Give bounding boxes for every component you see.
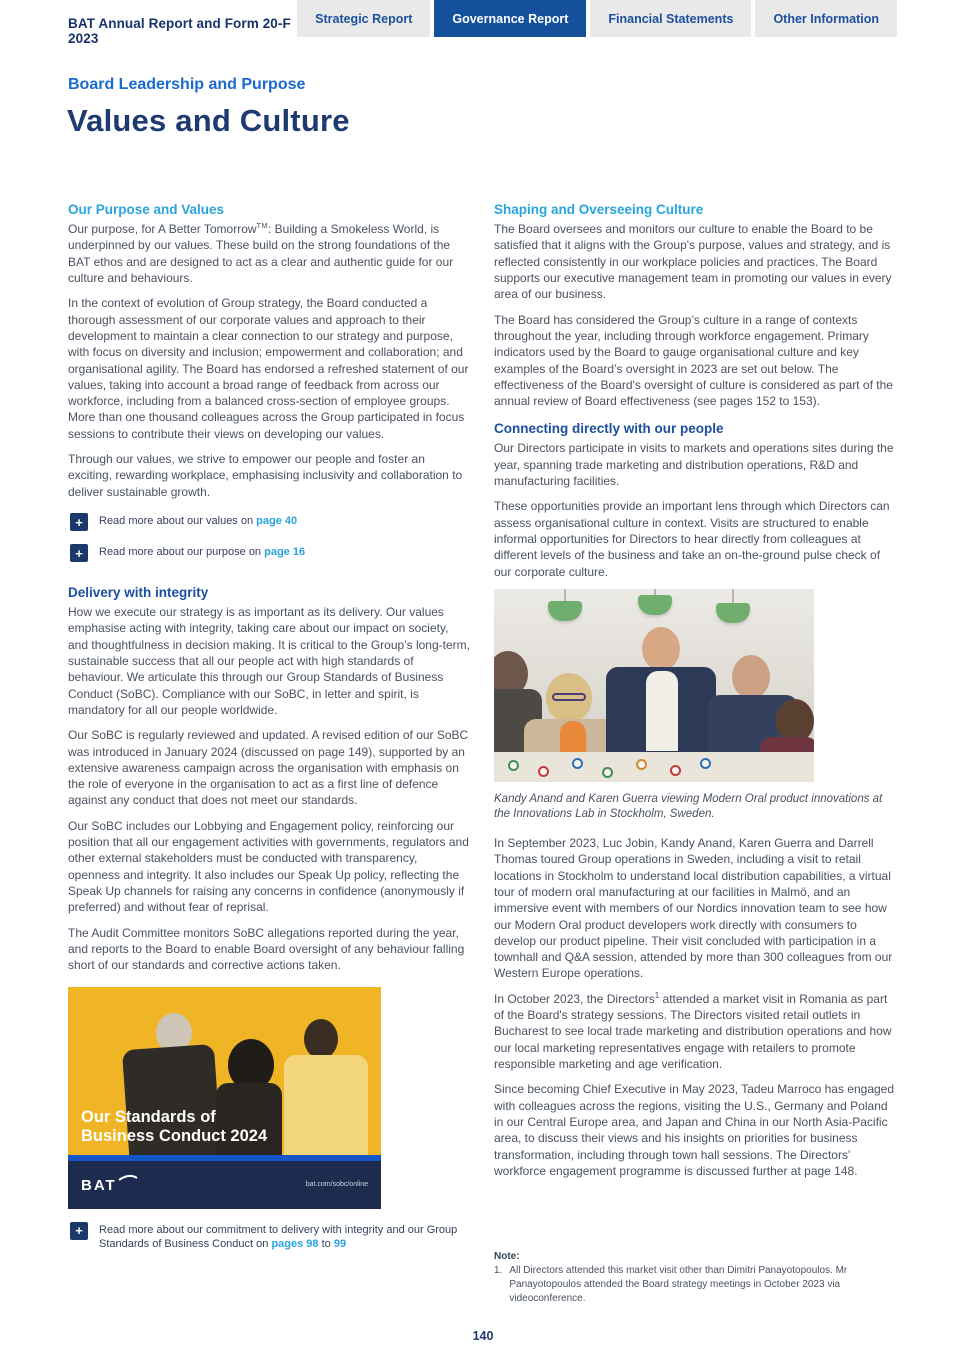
- person-figure: [284, 1055, 368, 1155]
- paragraph: These opportunities provide an important lens through which Directors can assess organisational culture in context. Visits are structured to enable informal opportunities for Directors to hear directly from colleagues at different levels of the business and take an on-the-ground pulse check of our corporate culture.: [494, 499, 890, 579]
- tab-other-information[interactable]: Other Information: [755, 0, 897, 37]
- product-tin: [508, 760, 519, 771]
- pendant-lamp-icon: [716, 603, 750, 623]
- crossref-text: Read more about our values on page 40: [99, 515, 298, 527]
- page-16-link[interactable]: page 16: [264, 546, 306, 558]
- tab-financial-statements[interactable]: Financial Statements: [590, 0, 751, 37]
- crossref-sobc[interactable]: [70, 1222, 470, 1253]
- heading-connecting-with-people: Connecting directly with our people: [494, 421, 724, 437]
- note-number: 1.: [494, 1265, 503, 1277]
- content-columns: [68, 202, 896, 1306]
- section-eyebrow: Board Leadership and Purpose: [68, 76, 306, 93]
- pendant-lamp-icon: [638, 595, 672, 615]
- page-40-link[interactable]: page 40: [256, 515, 298, 527]
- product-tin: [636, 759, 647, 770]
- paragraph: In the context of evolution of Group strategy, the Board conducted a thorough assessment of our corporate values and approach to their development to maintain a clear connection to our strategy and purpose, with focus on diversity and inclusion; empowerment and collaboration; and organisational agility. The Board has endorsed a refreshed statement of our values, taking into account a broad range of feedback from across our workforce, including from a balanced cross-section of employee groups. More than one thousand colleagues across the Group participated in focus sessions to contribute their views on developing our values.: [68, 296, 469, 441]
- page-number: 140: [472, 1329, 494, 1343]
- pendant-lamp-icon: [548, 601, 582, 621]
- paragraph: The Board has considered the Group’s culture in a range of contexts throughout the year, including through workforce engagement. Primary indicators used by the Board to gauge organisational culture and key examples of the Board’s oversight in 2023 are set out below. The effectiveness of the Board's oversight of culture is considered as part of the annual review of Board effectiveness (see pages 152 to 153).: [494, 312, 893, 409]
- product-table: [494, 752, 814, 782]
- footnote-block: [494, 1251, 896, 1306]
- crossref-purpose[interactable]: [70, 544, 470, 562]
- paragraph: Our Directors participate in visits to markets and operations sites during the year, spanning trade marketing and distribution operations, R&D and manufacturing facilities.: [494, 441, 894, 489]
- product-tin: [700, 758, 711, 769]
- plus-icon[interactable]: +: [70, 1222, 88, 1240]
- plus-icon[interactable]: +: [70, 544, 88, 562]
- product-tin: [572, 758, 583, 769]
- innovations-lab-photo: [494, 589, 814, 782]
- heading-our-purpose-and-values: Our Purpose and Values: [68, 202, 225, 217]
- note-text: All Directors attended this market visit other than Dimitri Panayotopoulos. Mr Panayotopoulos attended the Board strategy meetings in October 2023 via videoconference.: [509, 1265, 848, 1305]
- right-column: [494, 202, 896, 1306]
- page-99-link[interactable]: 99: [333, 1238, 347, 1251]
- paragraph: The Audit Committee monitors SoBC allegations reported during the year, and reports to the Board to enable Board oversight of any behaviour falling short of our standards and corrective actions taken.: [68, 925, 465, 973]
- paragraph: In September 2023, Luc Jobin, Kandy Anand, Karen Guerra and Darrell Thomas toured Group operations in Sweden, including a visit to retail locations in Stockholm to understand local distribution capabilities, a virtual tour of modern oral manufacturing at our facilities in Malmö, and an immersive event with members of our Nordics innovation team to see how our Modern Oral product developers work directly with consumers to develop our product pipeline. Their visit concluded with participation in a townhall and Q&A session, attended by more than 300 colleagues from our Western Europe operations.: [494, 835, 893, 981]
- photo-caption: Kandy Anand and Karen Guerra viewing Modern Oral product innovations at the Innovations Lab in Stockholm, Sweden.: [494, 792, 883, 821]
- cover-footer-bar: [68, 1161, 381, 1209]
- section-tabs: [297, 0, 897, 37]
- page-header: [0, 0, 966, 46]
- product-tin: [602, 767, 613, 778]
- paragraph: Our SoBC includes our Lobbying and Engagement policy, reinforcing our position that all our engagement activities with governments, regulators and other external stakeholders must be conducted with transparency, openness and integrity. It also includes our Speak Up policy, reflecting the Speak Up channels for raising any concerns in confidence (anonymously if preferred) and without fear of reprisal.: [68, 818, 469, 915]
- trademark-sup: TM: [256, 221, 268, 230]
- note-heading: Note:: [494, 1251, 520, 1263]
- crossref-text: Read more about our commitment to delivery with integrity and our Group Standards of Business Conduct on pages 98 to 99: [99, 1223, 458, 1251]
- bat-logo-icon: [81, 1173, 139, 1197]
- tab-governance-report[interactable]: Governance Report: [434, 0, 586, 37]
- paragraph: Our purpose, for A Better Tomorrow™: Building a Smokeless World, is underpinned by our values. These build on the strong foundations of the BAT ethos and are designed to act as a clear and authentic guide for our culture and behaviours.: [68, 221, 454, 285]
- glasses-icon: [552, 693, 586, 701]
- product-tin: [538, 766, 549, 777]
- pages-98-link[interactable]: pages 98: [271, 1238, 319, 1251]
- sobc-cover-image: [68, 987, 381, 1209]
- paragraph: In October 2023, the Directors$^1$ attended a market visit in Romania as part of the Board's strategy sessions. The Directors visited retail outlets in Bucharest to see local trade marketing and distribution operations and how our local marketing representatives engage with retailers to promote responsible marketing and age verification.: [494, 990, 892, 1072]
- footnote-sup: 1: [654, 990, 660, 1000]
- person-figure: [732, 655, 770, 699]
- person-figure: [642, 627, 680, 671]
- left-column: [68, 202, 470, 1306]
- paragraph: Our SoBC is regularly reviewed and updated. A revised edition of our SoBC was introduced in January 2024 (discussed on page 149), supported by an extensive awareness campaign across the organisation with emphasis on the role of everyone in the organisation to act as a first line of defence against any conduct that does not meet our standards.: [68, 728, 469, 808]
- sobc-url: bat.com/sobc/online: [305, 1181, 368, 1189]
- paragraph: The Board oversees and monitors our culture to enable the Board to be satisfied that it aligns with the Group's purpose, values and strategy, and is reflected consistently in our workplace policies and practices. The Board supports our executive management team in promoting our values in every area of our business.: [494, 222, 892, 302]
- paragraph: How we execute our strategy is as important as its delivery. Our values emphasise acting with integrity, taking care about our impact on society, and thoughtfulness in decision making. It is critical to the Group’s long-term, sustainable success that all our people act with high standards of behaviour. We articulate this through our Group Standards of Business Conduct (SoBC). Compliance with our SoBC, in letter and spirit, is mandatory for all our people worldwide.: [68, 605, 470, 717]
- person-figure: [304, 1019, 338, 1059]
- note-item: [494, 1264, 864, 1306]
- sobc-cover-title: Our Standards of Business Conduct 2024: [81, 1107, 268, 1146]
- heading-delivery-with-integrity: Delivery with integrity: [68, 585, 209, 600]
- svg-text:BAT: BAT: [81, 1176, 117, 1194]
- crossref-values[interactable]: [70, 513, 470, 531]
- report-title: BAT Annual Report and Form 20-F 2023: [68, 16, 291, 46]
- tab-strategic-report[interactable]: Strategic Report: [297, 0, 430, 37]
- page-title: Values and Culture: [67, 103, 350, 138]
- crossref-text: Read more about our purpose on page 16: [99, 546, 306, 558]
- heading-shaping-overseeing-culture: Shaping and Overseeing Culture: [494, 202, 704, 217]
- plus-icon[interactable]: +: [70, 513, 88, 531]
- shirt: [646, 671, 678, 751]
- paragraph: Through our values, we strive to empower our people and foster an exciting, rewarding workplace, emphasising inclusivity and collaboration to deliver sustainable growth.: [68, 452, 463, 499]
- product-tin: [670, 765, 681, 776]
- paragraph: Since becoming Chief Executive in May 2023, Tadeu Marroco has engaged with colleagues across the regions, visiting the U.S., Germany and Poland in our Central Europe area, and Japan and China in our North Asia-Pacific area, to discuss their views and his insights on priorities for business transformation, including through town hall sessions. The Directors' workforce engagement programme is discussed further at page 148.: [494, 1082, 895, 1178]
